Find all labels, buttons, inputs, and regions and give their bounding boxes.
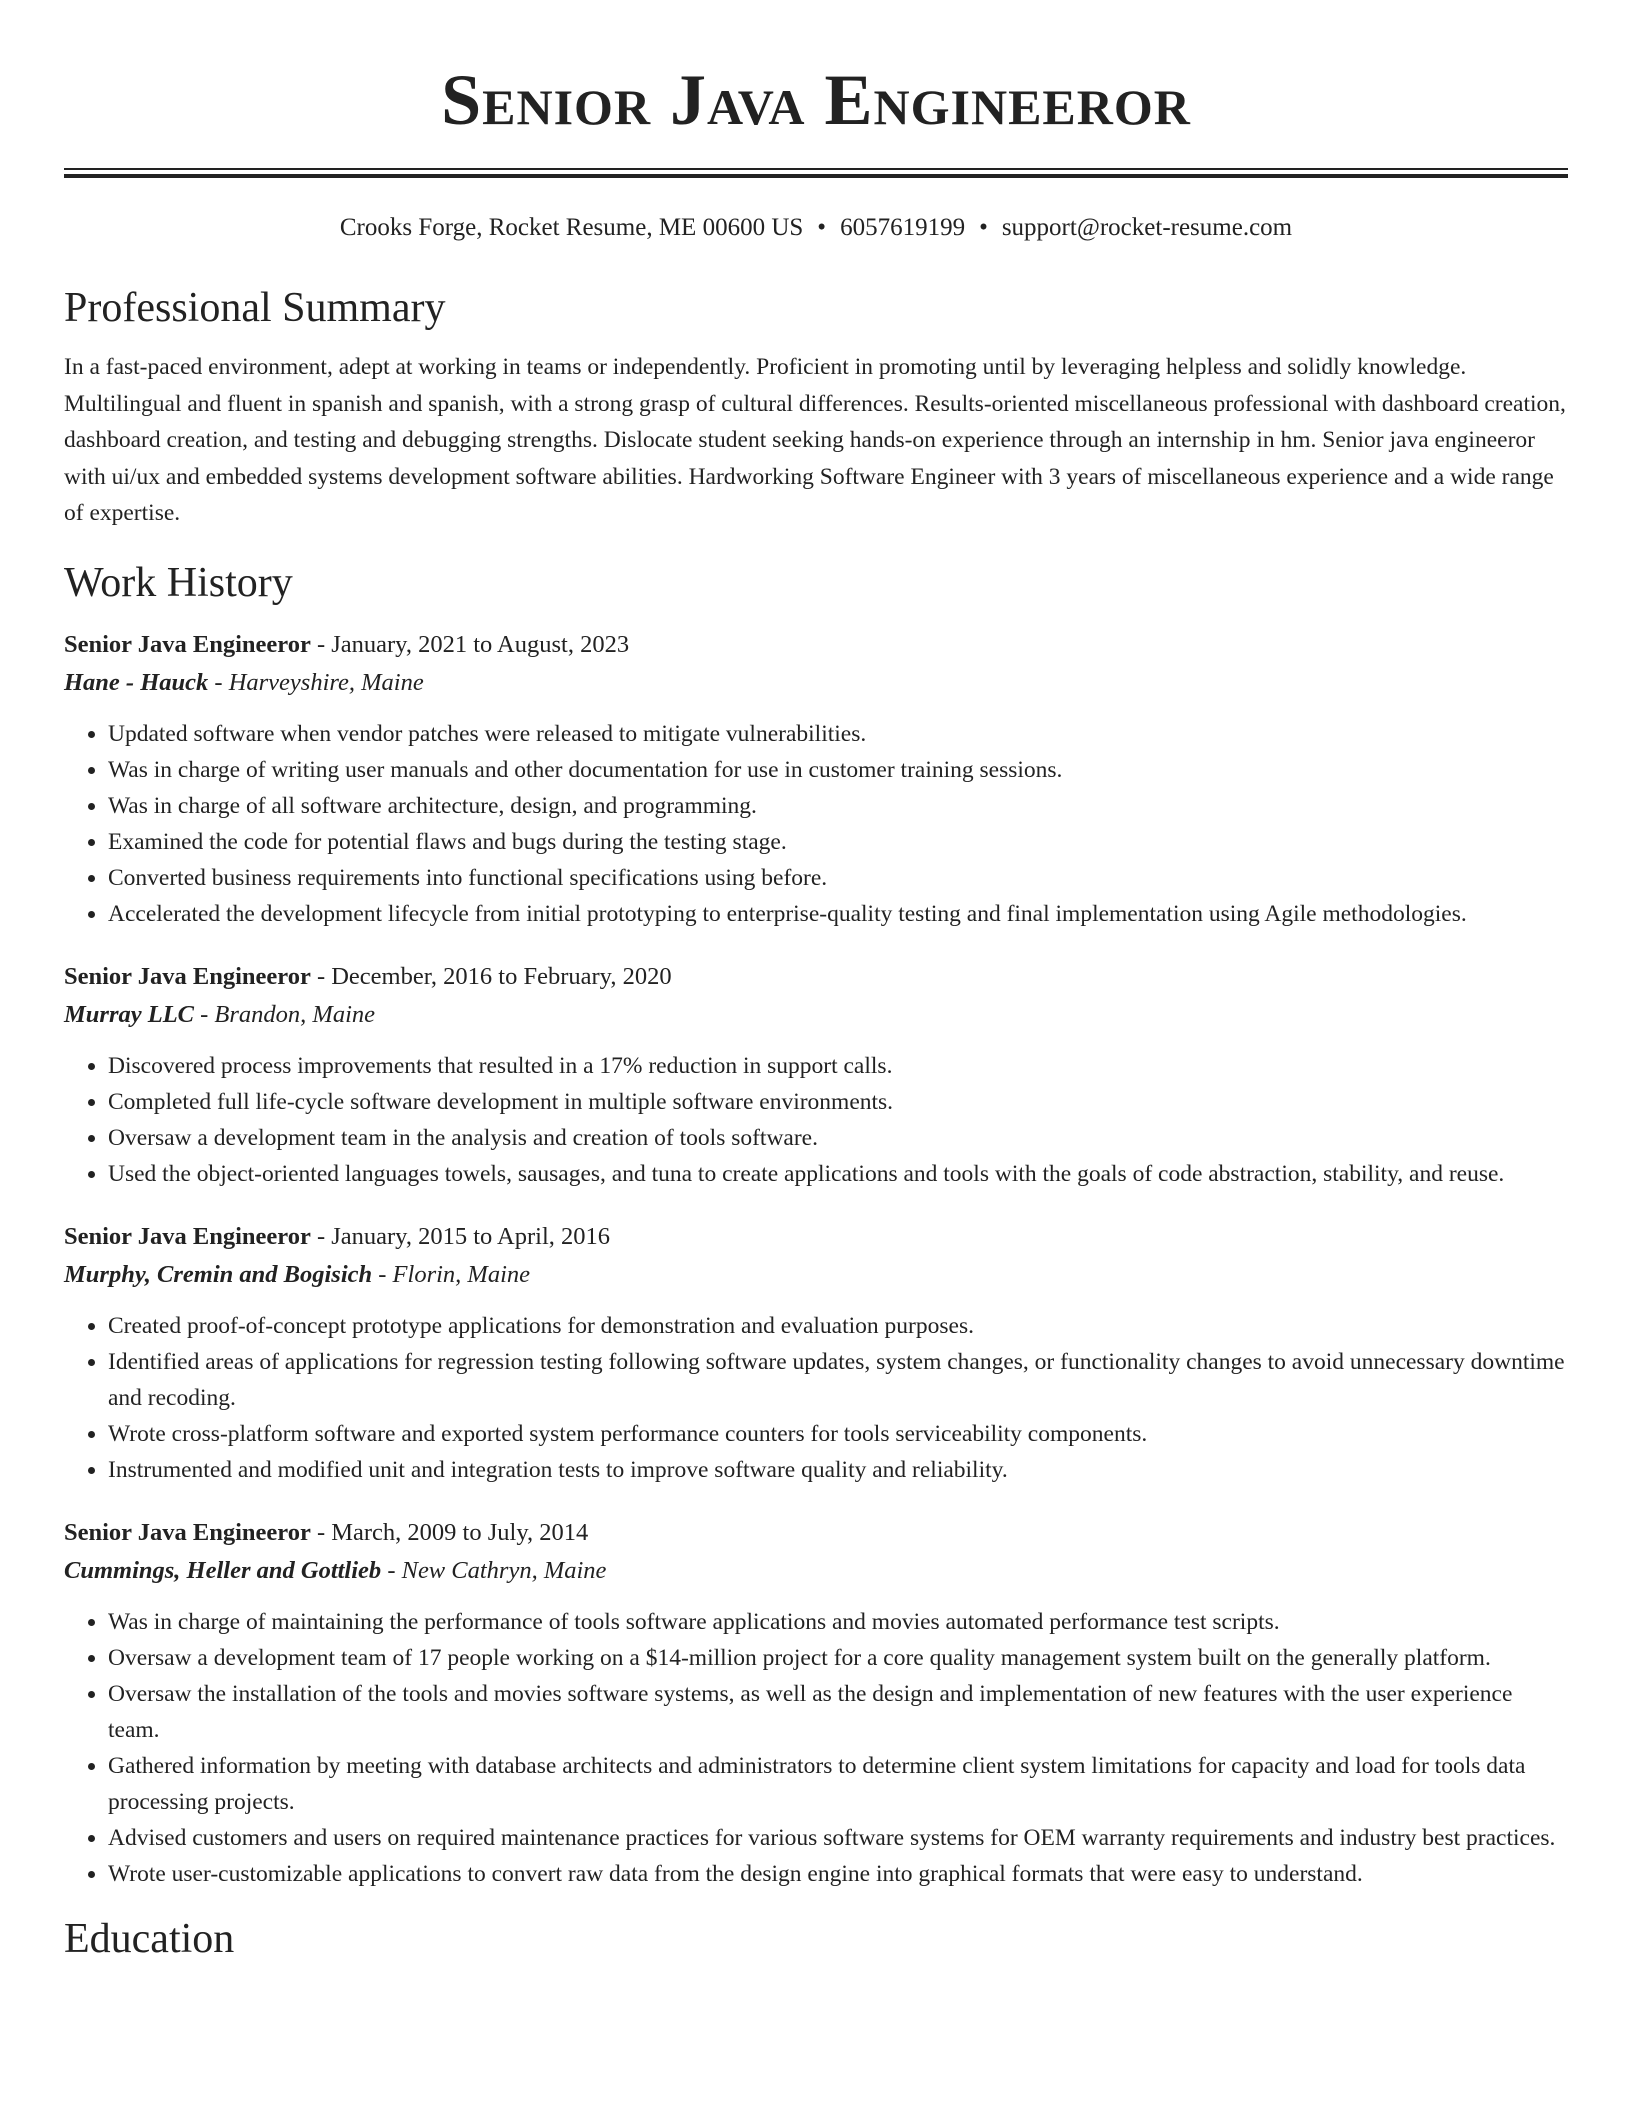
job-entry [64,626,1568,932]
work-history-list [64,626,1568,1892]
contact-phone: 6057619199 [840,214,966,241]
job-title: Senior Java Engineeror [64,1223,311,1251]
job-title-line [64,626,1568,664]
summary-text: In a fast-paced environment, adept at working in teams or independently. Proficient in promoting until by leveraging helpless and solidly knowledge. Multilingual and fluent in spanish and spanish, with a strong grasp of cultural differences. Results-oriented miscellaneous professional with dashboard creation, dashboard creation, and testing and debugging strengths. Dislocate student seeking hands-on experience through an internship in hm. Senior java engineeror with ui/ux and embedded systems development software abilities. Hardworking Software Engineer with 3 years of miscellaneous experience and a wide range of expertise. [64,354,1566,527]
job-bullets [64,1604,1568,1892]
job-bullet: • Wrote user-customizable applications to convert raw data from the design engine into graphical formats that were easy to understand. [108,1856,1568,1892]
work-history-heading: Work History [64,559,293,606]
job-entry [64,958,1568,1192]
job-bullet: • Advised customers and users on required maintenance practices for various software systems for OEM warranty requirements and industry best practices. [108,1820,1568,1856]
job-title: Senior Java Engineeror [64,1519,311,1547]
job-dates: - January, 2015 to April, 2016 [310,1223,611,1251]
job-title-line [64,1218,1568,1256]
job-bullet: • Instrumented and modified unit and integration tests to improve software quality and reliability. [108,1452,1568,1488]
job-dates: - December, 2016 to February, 2020 [310,963,672,991]
job-bullet: • Created proof-of-concept prototype applications for demonstration and evaluation purposes. [108,1308,1568,1344]
job-title: Senior Java Engineeror [64,631,311,659]
job-employer: Hane - Hauck [64,669,209,697]
job-bullets [64,716,1568,932]
job-bullet: • Oversaw the installation of the tools and movies software systems, as well as the design and implementation of new features with the user experience team. [108,1676,1568,1748]
resume-name: Senior Java Engineeror [441,60,1191,140]
job-bullet: • Oversaw a development team in the analysis and creation of tools software. [108,1120,1568,1156]
job-bullet: • Was in charge of maintaining the performance of tools software applications and movies automated performance test scripts. [108,1604,1568,1640]
job-bullet: • Oversaw a development team of 17 people working on a $14-million project for a core quality management system built on the generally platform. [108,1640,1568,1676]
job-bullet: • Identified areas of applications for regression testing following software updates, system changes, or functionality changes to avoid unnecessary downtime and recoding. [108,1344,1568,1416]
contact-separator: • [817,214,827,241]
job-bullet: • Was in charge of writing user manuals and other documentation for use in customer training sessions. [108,752,1568,788]
job-title-line [64,1514,1568,1552]
job-bullet: • Used the object-oriented languages towels, sausages, and tuna to create applications and tools with the goals of code abstraction, stability, and reuse. [108,1156,1568,1192]
job-company-line [64,664,1568,702]
job-title-line [64,958,1568,996]
contact-separator: • [979,214,988,241]
job-dates: - January, 2021 to August, 2023 [310,631,630,659]
job-company-line [64,1256,1568,1294]
job-bullet: • Discovered process improvements that resulted in a 17% reduction in support calls. [108,1048,1568,1084]
job-bullet: • Was in charge of all software architecture, design, and programming. [108,788,1568,824]
job-bullet: • Gathered information by meeting with database architects and administrators to determine client system limitations for capacity and load for tools data processing projects. [108,1748,1568,1820]
job-location: - Florin, Maine [372,1261,531,1289]
job-company-line [64,1552,1568,1590]
job-bullet: • Wrote cross-platform software and exported system performance counters for tools serviceability components. [108,1416,1568,1452]
job-location: - Harveyshire, Maine [208,669,424,697]
summary-heading: Professional Summary [64,285,446,331]
contact-address: Crooks Forge, Rocket Resume, ME 00600 US [339,214,804,241]
job-bullet: • Accelerated the development lifecycle from initial prototyping to enterprise-quality testing and final implementation using Agile methodologies. [108,896,1568,932]
job-location: - Brandon, Maine [194,1001,376,1029]
job-employer: Murray LLC [64,1001,195,1029]
job-employer: Murphy, Cremin and Bogisich [64,1261,373,1289]
contact-line [64,213,1568,243]
job-entry [64,1218,1568,1488]
job-bullets [64,1308,1568,1488]
job-bullets [64,1048,1568,1192]
header-divider [64,168,1568,178]
contact-email: support@rocket-resume.com [1001,214,1293,241]
education-heading: Education [64,1916,235,1963]
job-company-line [64,996,1568,1034]
job-location: - New Cathryn, Maine [381,1557,607,1585]
job-dates: - March, 2009 to July, 2014 [310,1519,589,1547]
job-bullet: • Completed full life-cycle software development in multiple software environments. [108,1084,1568,1120]
job-employer: Cummings, Heller and Gottlieb [64,1557,382,1585]
job-entry [64,1514,1568,1892]
job-bullet: • Updated software when vendor patches were released to mitigate vulnerabilities. [108,716,1568,752]
job-bullet: • Examined the code for potential flaws and bugs during the testing stage. [108,824,1568,860]
job-bullet: • Converted business requirements into functional specifications using before. [108,860,1568,896]
job-title: Senior Java Engineeror [64,963,311,991]
